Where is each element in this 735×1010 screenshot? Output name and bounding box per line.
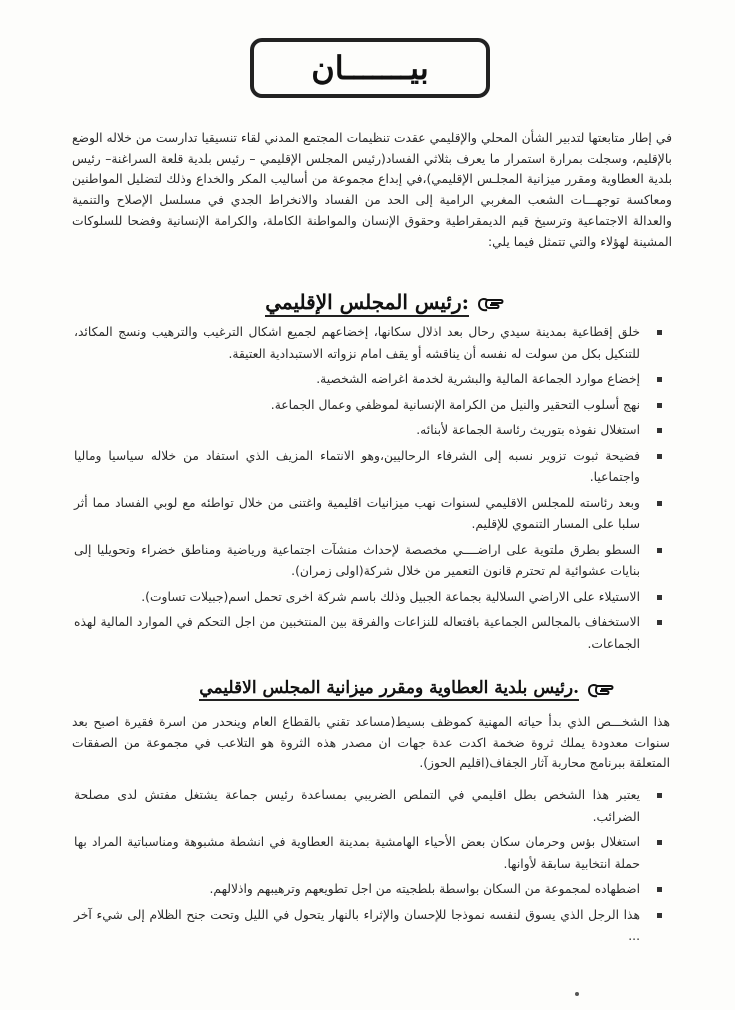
page-title: بيـــــــان	[311, 49, 429, 87]
section1-list	[74, 322, 662, 659]
list-item: هذا الرجل الذي يسوق لنفسه نموذجا للإحسان والإثراء بالنهار يتحول في الليل وتحت جنح الظلام إلى شيء آخر ...	[74, 905, 662, 948]
list-item: خلق إقطاعية بمدينة سيدي رحال بعد اذلال سكانها، إخضاعهم لجميع اشكال الترغيب والترهيب ونسج المكائد، للتنكيل بكل من سولت له نفسه أن يناقشه أو يقف امام نزواته الاستبدادية العتيقة.	[74, 322, 662, 365]
bullet-icon	[657, 840, 662, 845]
bullet-icon	[657, 548, 662, 553]
section2-paragraph: هذا الشخـــص الذي بدأ حياته المهنية كموظف بسيط(مساعد تقني بالقطاع العام وينحدر من اسرة فقيرة اصبح بعد سنوات معدودة يملك ثروة ضخمة اكدت عدة جهات ان مصدر هذه الثروة هو التلاعب في مجموعة من الصفقات المتعلقة ببرنامج محاربة آثار الجفاف(اقليم الحوز).	[72, 715, 670, 770]
section1-heading-text: رئيس المجلس الإقليمي:	[265, 290, 469, 317]
list-item: السطو بطرق ملتوية على اراضــــي مخصصة لإحداث منشآت اجتماعية ورياضية ومناطق خضراء وتحويليا إلى بنايات عشوائية لم تحترم قانون التعمير من خلال شركة(اولى زمران).	[74, 540, 662, 583]
bullet-icon	[657, 887, 662, 892]
section2-heading-text: رئيس بلدية العطاوية ومقرر ميزانية المجلس الاقليمي.	[199, 678, 579, 701]
hand-pointing-icon	[587, 681, 615, 699]
list-item: يعتبر هذا الشخص بطل اقليمي في التملص الضريبي بمساعدة رئيس جماعة يشتغل مفتش لدى مصلحة الضرائب.	[74, 785, 662, 828]
intro-paragraph: في إطار متابعتها لتدبير الشأن المحلي والإقليمي عقدت تنظيمات المجتمع المدني لقاء تنسيقيا تدارست من خلاله الوضع بالإقليم، وسجلت بمرارة استمرار ما يعرف بثلاثي الفساد(رئيس المجلس الإقليمي – رئيس بلدية قلعة السراغنة– رئيس بلدية العطاوية ومقرر ميزانية المجلـس الإقليمي)،في إبداع مجموعة من أساليب المكر والخداع وذلك لتضليل المواطنين ومعاكسة توجهـــات الشعب المغربي الرامية إلى الحد من الفساد والانخراط الجدي في مسلسل الإصلاح والتنمية والعدالة الاجتماعية وترسيخ قيم الديمقراطية وحقوق الإنسان والمواطنة الكاملة، والكرامة الإنسانية وفضحا للسلوكات المشينة لهؤلاء والتي تتمثل فيما يلي:	[72, 131, 672, 249]
section2-list	[74, 785, 662, 952]
list-item: استغلال نفوذه بتوريث رئاسة الجماعة لأبنائه.	[74, 420, 662, 442]
hand-pointing-icon	[477, 295, 505, 313]
list-item: الاستخفاف بالمجالس الجماعية بافتعاله للنزاعات والفرقة بين المنتخبين من اجل التحكم في الموارد المالية لهذه الجماعات.	[74, 612, 662, 655]
title-frame	[250, 38, 490, 98]
bullet-icon	[657, 913, 662, 918]
bullet-icon	[657, 793, 662, 798]
section2-heading	[199, 678, 615, 701]
scan-speck	[575, 992, 579, 996]
list-item: اضطهاده لمجموعة من السكان بواسطة بلطجيته من اجل تطويعهم وترهيبهم واذلالهم.	[74, 879, 662, 901]
bullet-icon	[657, 377, 662, 382]
section1-heading	[265, 290, 505, 317]
bullet-icon	[657, 330, 662, 335]
list-item: نهج أسلوب التحقير والنيل من الكرامة الإنسانية لموظفي وعمال الجماعة.	[74, 395, 662, 417]
list-item: استغلال بؤس وحرمان سكان بعض الأحياء الهامشية بمدينة العطاوية في انشطة مشبوهة ومناسباتية المراد بها حملة انتخابية سابقة لأوانها.	[74, 832, 662, 875]
bullet-icon	[657, 428, 662, 433]
bullet-icon	[657, 403, 662, 408]
list-item: الاستيلاء على الاراضي السلالية بجماعة الجبيل وذلك باسم شركة اخرى تحمل اسم(جبيلات تساوت).	[74, 587, 662, 609]
bullet-icon	[657, 454, 662, 459]
bullet-icon	[657, 595, 662, 600]
list-item: إخضاع موارد الجماعة المالية والبشرية لخدمة اغراضه الشخصية.	[74, 369, 662, 391]
bullet-icon	[657, 501, 662, 506]
list-item: وبعد رئاسته للمجلس الاقليمي لسنوات نهب ميزانيات اقليمية واغتنى من خلال تواطئه مع لوبي الفساد مما أثر سلبا على المسار التنموي للإقليم.	[74, 493, 662, 536]
list-item: فضيحة ثبوت تزوير نسبه إلى الشرفاء الرحاليين،وهو الانتماء المزيف الذي استفاد من خلاله سياسيا وماليا واجتماعيا.	[74, 446, 662, 489]
bullet-icon	[657, 620, 662, 625]
